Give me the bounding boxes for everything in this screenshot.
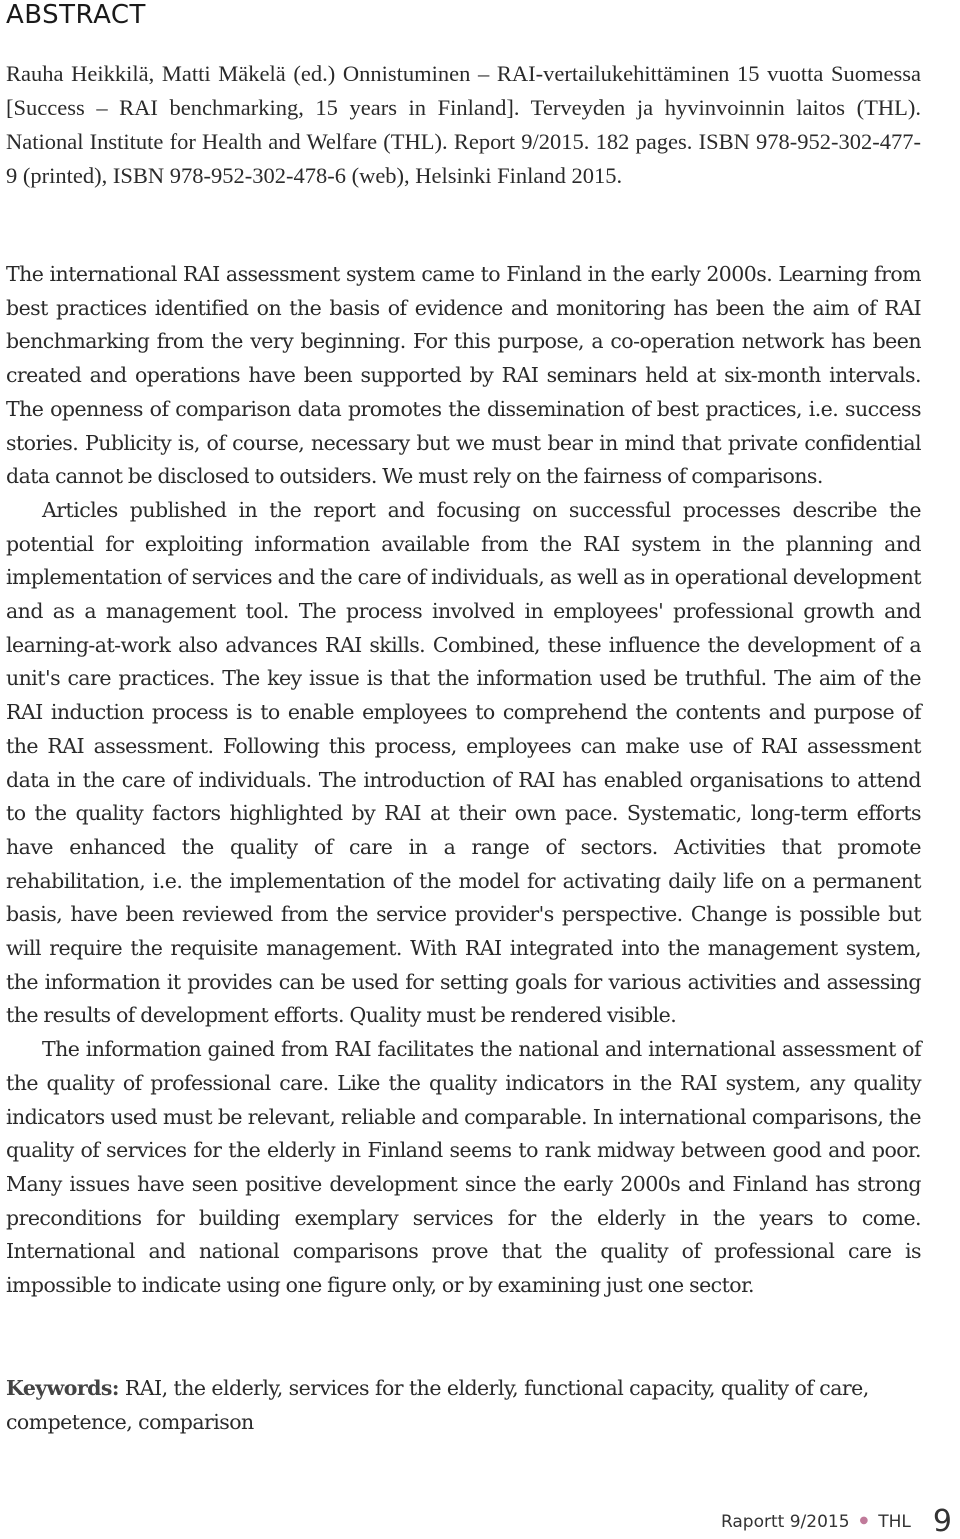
footer-org: THL — [878, 1512, 911, 1532]
abstract-paragraph: The information gained from RAI facilitates the national and international assessment of the quality of professional care. Like the quality indicators in the RAI system, any quality indicators used must be relevant, reliable and comparable. In international comparisons, the quality of services for the elderly in Finland seems to rank midway between good and poor. Many issues have seen positive development since the early 2000s and Finland has strong preconditions for building exemplary services for the elderly in the years to come. International and national comparisons prove that the quality of professional care is impossible to indicate using one figure only, or by examining just one sector. — [6, 1037, 921, 1298]
keywords — [6, 1372, 921, 1439]
footer-separator-dot: ● — [859, 1515, 869, 1526]
keywords-text: RAI, the elderly, services for the elderly, functional capacity, quality of care, competence, comparison — [6, 1376, 869, 1434]
keywords-label: Keywords: — [6, 1376, 119, 1400]
abstract-paragraph: Articles published in the report and focusing on successful processes describe the potential for exploiting information available from the RAI system in the planning and implementation of services and the care of individuals, as well as in operational development and as a management tool. The process involved in employees' professional growth and learning-at-work also advances RAI skills. Combined, these influence the development of a unit's care practices. The key issue is that the information used be truthful. The aim of the RAI induction process is to enable employees to comprehend the contents and purpose of the RAI assessment. Following this process, employees can make use of RAI assessment data in the care of individuals. The introduction of RAI has enabled organisations to attend to the quality factors highlighted by RAI at their own pace. Systematic, long-term efforts have enhanced the quality of care in a range of sectors. Activities that promote rehabilitation, i.e. the implementation of the model for activating daily life on a permanent basis, have been reviewed from the service provider's perspective. Change is possible but will require the requisite management. With RAI integrated into the management system, the information it provides can be used for setting goals for various activities and assessing the results of development efforts. Quality must be rendered visible. — [6, 497, 921, 1028]
abstract-paragraph: The international RAI assessment system came to Finland in the early 2000s. Learning from best practices identified on the basis of evidence and monitoring has been the aim of RAI benchmarking from the very beginning. For this purpose, a co-operation network has been created and operations have been supported by RAI seminars held at six-month intervals. The openness of comparison data promotes the dissemination of best practices, i.e. success stories. Publicity is, of course, necessary but we must bear in mind that private confidential data cannot be disclosed to outsiders. We must rely on the fairness of comparisons. — [6, 262, 921, 489]
citation: Rauha Heikkilä, Matti Mäkelä (ed.) Onnistuminen – RAI-vertailukehittäminen 15 vuotta Suomessa [Success – RAI benchmarking, 15 years in Finland]. Terveyden ja hyvinvoinnin laitos (THL). National Institute for Health and Welfare (THL). Report 9/2015. 182 pages. ISBN 978-952-302-477-9 (printed), ISBN 978-952-302-478-6 (web), Helsinki Finland 2015. — [6, 61, 921, 188]
abstract-body — [6, 258, 921, 1303]
page-title: ABSTRACT — [6, 0, 146, 30]
footer-report: Raportt 9/2015 — [720, 1512, 850, 1532]
page-number: 9 — [932, 1504, 952, 1539]
